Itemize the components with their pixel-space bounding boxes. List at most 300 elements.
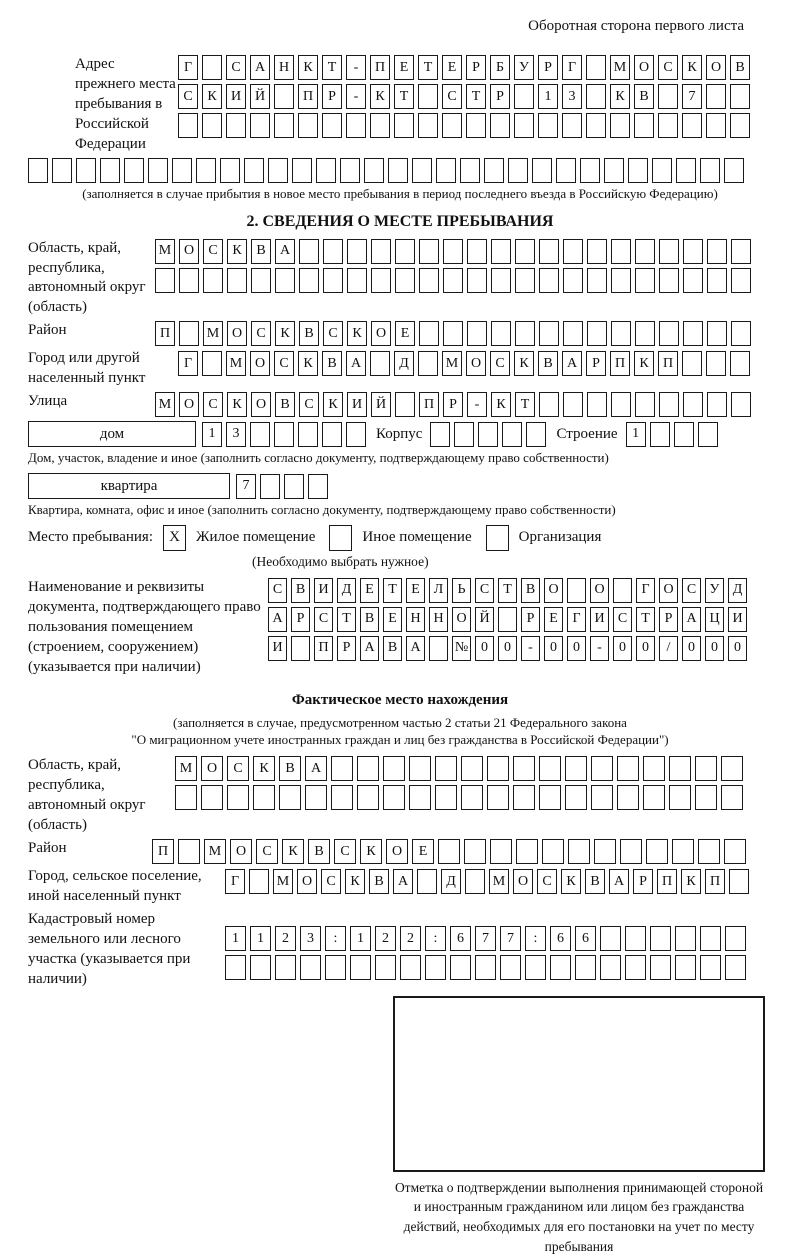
char-box[interactable] — [346, 113, 366, 138]
char-box[interactable] — [300, 955, 321, 980]
char-box[interactable]: 1 — [626, 422, 646, 447]
char-box[interactable]: - — [346, 84, 366, 109]
char-box[interactable]: 3 — [226, 422, 246, 447]
char-box[interactable] — [586, 113, 606, 138]
char-box[interactable]: М — [175, 756, 197, 781]
char-box[interactable]: О — [371, 321, 391, 346]
char-box[interactable] — [643, 785, 665, 810]
char-box[interactable] — [202, 351, 222, 376]
char-box[interactable]: - — [590, 636, 609, 661]
char-box[interactable] — [587, 392, 607, 417]
char-box[interactable] — [418, 351, 438, 376]
char-box[interactable] — [721, 756, 743, 781]
char-box[interactable] — [370, 351, 390, 376]
char-box[interactable] — [250, 422, 270, 447]
char-box[interactable] — [454, 422, 474, 447]
char-box[interactable]: М — [273, 869, 293, 894]
char-box[interactable]: № — [452, 636, 471, 661]
char-box[interactable] — [611, 268, 631, 293]
char-box[interactable] — [659, 239, 679, 264]
char-box[interactable]: Й — [475, 607, 494, 632]
char-box[interactable] — [591, 756, 613, 781]
char-box[interactable]: К — [253, 756, 275, 781]
char-box[interactable] — [586, 55, 606, 80]
char-box[interactable] — [418, 113, 438, 138]
char-box[interactable] — [409, 785, 431, 810]
char-box[interactable] — [260, 474, 280, 499]
char-box[interactable] — [467, 321, 487, 346]
char-box[interactable] — [646, 839, 668, 864]
char-box[interactable] — [202, 55, 222, 80]
char-box[interactable]: К — [491, 392, 511, 417]
char-box[interactable]: Е — [360, 578, 379, 603]
char-box[interactable]: Р — [490, 84, 510, 109]
char-box[interactable]: О — [590, 578, 609, 603]
char-box[interactable] — [539, 756, 561, 781]
char-box[interactable]: К — [298, 351, 318, 376]
char-box[interactable]: П — [705, 869, 725, 894]
char-box[interactable] — [350, 955, 371, 980]
char-box[interactable]: К — [514, 351, 534, 376]
char-box[interactable]: Р — [291, 607, 310, 632]
char-box[interactable]: И — [268, 636, 287, 661]
char-box[interactable] — [475, 955, 496, 980]
char-box[interactable]: С — [323, 321, 343, 346]
char-box[interactable] — [196, 158, 216, 183]
char-box[interactable] — [650, 422, 670, 447]
char-box[interactable]: К — [298, 55, 318, 80]
char-box[interactable] — [491, 321, 511, 346]
char-box[interactable]: Г — [225, 869, 245, 894]
char-box[interactable] — [438, 839, 460, 864]
char-box[interactable] — [706, 84, 726, 109]
char-box[interactable] — [591, 785, 613, 810]
char-box[interactable] — [634, 113, 654, 138]
char-box[interactable]: М — [204, 839, 226, 864]
char-box[interactable] — [100, 158, 120, 183]
char-box[interactable] — [250, 113, 270, 138]
char-box[interactable]: Р — [659, 607, 678, 632]
char-box[interactable] — [464, 839, 486, 864]
char-box[interactable] — [323, 268, 343, 293]
char-box[interactable] — [683, 239, 703, 264]
char-box[interactable] — [675, 926, 696, 951]
char-box[interactable] — [672, 839, 694, 864]
char-box[interactable] — [202, 113, 222, 138]
char-box[interactable] — [587, 268, 607, 293]
char-box[interactable] — [539, 785, 561, 810]
char-box[interactable]: С — [226, 55, 246, 80]
char-box[interactable]: П — [155, 321, 175, 346]
char-box[interactable]: Т — [515, 392, 535, 417]
char-box[interactable]: Т — [418, 55, 438, 80]
char-box[interactable]: Л — [429, 578, 448, 603]
char-box[interactable]: Р — [521, 607, 540, 632]
char-box[interactable] — [435, 756, 457, 781]
char-box[interactable] — [600, 955, 621, 980]
char-box[interactable]: О — [659, 578, 678, 603]
char-box[interactable] — [279, 785, 301, 810]
char-box[interactable] — [635, 268, 655, 293]
char-box[interactable]: 1 — [225, 926, 246, 951]
char-box[interactable]: Р — [322, 84, 342, 109]
char-box[interactable] — [525, 955, 546, 980]
char-box[interactable] — [658, 84, 678, 109]
char-box[interactable] — [250, 955, 271, 980]
char-box[interactable]: В — [279, 756, 301, 781]
char-box[interactable]: 1 — [202, 422, 222, 447]
char-box[interactable] — [244, 158, 264, 183]
char-box[interactable] — [700, 955, 721, 980]
char-box[interactable]: Г — [636, 578, 655, 603]
char-box[interactable]: В — [299, 321, 319, 346]
char-box[interactable] — [52, 158, 72, 183]
char-box[interactable]: А — [268, 607, 287, 632]
char-box[interactable]: Р — [633, 869, 653, 894]
char-box[interactable] — [179, 321, 199, 346]
char-box[interactable]: Р — [586, 351, 606, 376]
char-box[interactable]: М — [442, 351, 462, 376]
char-box[interactable] — [580, 158, 600, 183]
char-box[interactable]: 7 — [682, 84, 702, 109]
char-box[interactable]: О — [179, 392, 199, 417]
char-box[interactable]: / — [659, 636, 678, 661]
char-box[interactable] — [706, 351, 726, 376]
char-box[interactable]: Т — [383, 578, 402, 603]
char-box[interactable]: Д — [441, 869, 461, 894]
char-box[interactable] — [305, 785, 327, 810]
char-box[interactable] — [695, 785, 717, 810]
char-box[interactable] — [635, 239, 655, 264]
char-box[interactable]: В — [369, 869, 389, 894]
char-box[interactable]: 1 — [350, 926, 371, 951]
char-box[interactable]: Г — [567, 607, 586, 632]
char-box[interactable]: 0 — [613, 636, 632, 661]
char-box[interactable]: Г — [178, 351, 198, 376]
char-box[interactable] — [323, 239, 343, 264]
char-box[interactable]: Р — [538, 55, 558, 80]
char-box[interactable] — [487, 756, 509, 781]
char-box[interactable] — [274, 422, 294, 447]
apartment-type-box[interactable]: квартира — [28, 473, 230, 499]
char-box[interactable] — [707, 392, 727, 417]
char-box[interactable]: О — [466, 351, 486, 376]
char-box[interactable] — [375, 955, 396, 980]
char-box[interactable] — [669, 756, 691, 781]
char-box[interactable]: Т — [337, 607, 356, 632]
char-box[interactable]: В — [322, 351, 342, 376]
char-box[interactable]: А — [250, 55, 270, 80]
char-box[interactable] — [502, 422, 522, 447]
char-box[interactable] — [628, 158, 648, 183]
char-box[interactable] — [724, 158, 744, 183]
char-box[interactable] — [299, 268, 319, 293]
char-box[interactable]: К — [323, 392, 343, 417]
char-box[interactable]: 7 — [500, 926, 521, 951]
char-box[interactable]: М — [203, 321, 223, 346]
char-box[interactable]: В — [275, 392, 295, 417]
char-box[interactable] — [706, 113, 726, 138]
char-box[interactable] — [275, 268, 295, 293]
char-box[interactable]: С — [682, 578, 701, 603]
char-box[interactable]: С — [268, 578, 287, 603]
char-box[interactable] — [683, 268, 703, 293]
char-box[interactable]: О — [250, 351, 270, 376]
char-box[interactable]: В — [538, 351, 558, 376]
char-box[interactable] — [395, 268, 415, 293]
char-box[interactable] — [316, 158, 336, 183]
char-box[interactable]: 0 — [498, 636, 517, 661]
char-box[interactable] — [613, 578, 632, 603]
checkbox-organizaciya[interactable] — [486, 525, 509, 551]
char-box[interactable] — [225, 955, 246, 980]
char-box[interactable] — [178, 113, 198, 138]
char-box[interactable] — [721, 785, 743, 810]
char-box[interactable] — [275, 955, 296, 980]
char-box[interactable]: С — [256, 839, 278, 864]
char-box[interactable]: О — [386, 839, 408, 864]
char-box[interactable] — [724, 839, 746, 864]
char-box[interactable] — [563, 239, 583, 264]
char-box[interactable] — [698, 839, 720, 864]
char-box[interactable]: И — [226, 84, 246, 109]
char-box[interactable] — [498, 607, 517, 632]
char-box[interactable]: Т — [466, 84, 486, 109]
char-box[interactable]: П — [152, 839, 174, 864]
char-box[interactable] — [357, 756, 379, 781]
char-box[interactable] — [669, 785, 691, 810]
char-box[interactable] — [707, 239, 727, 264]
char-box[interactable] — [682, 351, 702, 376]
char-box[interactable] — [625, 926, 646, 951]
char-box[interactable] — [249, 869, 269, 894]
char-box[interactable] — [178, 839, 200, 864]
char-box[interactable] — [436, 158, 456, 183]
char-box[interactable]: 0 — [705, 636, 724, 661]
char-box[interactable]: Е — [394, 55, 414, 80]
char-box[interactable]: А — [393, 869, 413, 894]
char-box[interactable] — [730, 84, 750, 109]
char-box[interactable]: 0 — [728, 636, 747, 661]
char-box[interactable]: С — [321, 869, 341, 894]
char-box[interactable]: А — [275, 239, 295, 264]
char-box[interactable] — [539, 268, 559, 293]
char-box[interactable] — [419, 239, 439, 264]
char-box[interactable]: А — [609, 869, 629, 894]
char-box[interactable]: Д — [394, 351, 414, 376]
char-box[interactable] — [707, 268, 727, 293]
char-box[interactable] — [676, 158, 696, 183]
char-box[interactable]: И — [728, 607, 747, 632]
char-box[interactable]: Р — [337, 636, 356, 661]
char-box[interactable]: У — [514, 55, 534, 80]
char-box[interactable]: К — [681, 869, 701, 894]
char-box[interactable] — [435, 785, 457, 810]
char-box[interactable]: 2 — [400, 926, 421, 951]
char-box[interactable]: К — [634, 351, 654, 376]
char-box[interactable] — [443, 239, 463, 264]
char-box[interactable]: Г — [562, 55, 582, 80]
char-box[interactable] — [539, 239, 559, 264]
char-box[interactable]: М — [226, 351, 246, 376]
char-box[interactable] — [298, 422, 318, 447]
char-box[interactable] — [725, 955, 746, 980]
char-box[interactable] — [610, 113, 630, 138]
char-box[interactable]: Ь — [452, 578, 471, 603]
char-box[interactable]: К — [227, 392, 247, 417]
char-box[interactable]: С — [490, 351, 510, 376]
char-box[interactable] — [682, 113, 702, 138]
char-box[interactable]: П — [658, 351, 678, 376]
char-box[interactable]: К — [347, 321, 367, 346]
char-box[interactable] — [550, 955, 571, 980]
char-box[interactable] — [357, 785, 379, 810]
char-box[interactable] — [394, 113, 414, 138]
char-box[interactable] — [586, 84, 606, 109]
char-box[interactable] — [331, 785, 353, 810]
char-box[interactable]: С — [178, 84, 198, 109]
char-box[interactable] — [617, 785, 639, 810]
char-box[interactable]: 7 — [475, 926, 496, 951]
char-box[interactable] — [556, 158, 576, 183]
char-box[interactable] — [383, 756, 405, 781]
char-box[interactable] — [539, 321, 559, 346]
char-box[interactable]: О — [201, 756, 223, 781]
char-box[interactable]: П — [657, 869, 677, 894]
char-box[interactable] — [587, 239, 607, 264]
char-box[interactable] — [175, 785, 197, 810]
char-box[interactable]: : — [425, 926, 446, 951]
char-box[interactable]: Д — [337, 578, 356, 603]
char-box[interactable]: В — [521, 578, 540, 603]
char-box[interactable]: Н — [406, 607, 425, 632]
char-box[interactable]: 2 — [275, 926, 296, 951]
char-box[interactable] — [443, 268, 463, 293]
char-box[interactable] — [635, 321, 655, 346]
char-box[interactable] — [220, 158, 240, 183]
char-box[interactable] — [594, 839, 616, 864]
char-box[interactable]: 7 — [236, 474, 256, 499]
char-box[interactable] — [461, 756, 483, 781]
char-box[interactable] — [700, 158, 720, 183]
char-box[interactable]: Е — [406, 578, 425, 603]
char-box[interactable]: С — [203, 392, 223, 417]
char-box[interactable] — [325, 955, 346, 980]
char-box[interactable]: О — [544, 578, 563, 603]
char-box[interactable] — [515, 321, 535, 346]
char-box[interactable] — [683, 321, 703, 346]
char-box[interactable]: О — [634, 55, 654, 80]
char-box[interactable]: - — [521, 636, 540, 661]
char-box[interactable] — [429, 636, 448, 661]
char-box[interactable] — [253, 785, 275, 810]
char-box[interactable]: К — [202, 84, 222, 109]
char-box[interactable] — [331, 756, 353, 781]
char-box[interactable]: А — [562, 351, 582, 376]
char-box[interactable] — [674, 422, 694, 447]
char-box[interactable] — [604, 158, 624, 183]
char-box[interactable] — [155, 268, 175, 293]
char-box[interactable]: У — [705, 578, 724, 603]
char-box[interactable]: П — [314, 636, 333, 661]
char-box[interactable] — [563, 392, 583, 417]
char-box[interactable] — [179, 268, 199, 293]
char-box[interactable] — [412, 158, 432, 183]
char-box[interactable] — [400, 955, 421, 980]
char-box[interactable]: 6 — [450, 926, 471, 951]
char-box[interactable]: О — [251, 392, 271, 417]
char-box[interactable] — [698, 422, 718, 447]
char-box[interactable] — [383, 785, 405, 810]
char-box[interactable] — [148, 158, 168, 183]
char-box[interactable] — [388, 158, 408, 183]
char-box[interactable] — [347, 268, 367, 293]
char-box[interactable] — [28, 158, 48, 183]
char-box[interactable]: К — [370, 84, 390, 109]
char-box[interactable] — [707, 321, 727, 346]
char-box[interactable] — [730, 351, 750, 376]
char-box[interactable]: Т — [498, 578, 517, 603]
char-box[interactable]: С — [658, 55, 678, 80]
char-box[interactable]: А — [305, 756, 327, 781]
char-box[interactable] — [635, 392, 655, 417]
char-box[interactable] — [508, 158, 528, 183]
char-box[interactable] — [491, 239, 511, 264]
char-box[interactable] — [658, 113, 678, 138]
char-box[interactable] — [299, 239, 319, 264]
char-box[interactable] — [539, 392, 559, 417]
char-box[interactable] — [484, 158, 504, 183]
char-box[interactable]: А — [346, 351, 366, 376]
char-box[interactable]: 0 — [636, 636, 655, 661]
char-box[interactable]: Т — [322, 55, 342, 80]
char-box[interactable] — [600, 926, 621, 951]
char-box[interactable] — [466, 113, 486, 138]
char-box[interactable] — [227, 785, 249, 810]
char-box[interactable]: 0 — [682, 636, 701, 661]
char-box[interactable] — [395, 239, 415, 264]
char-box[interactable]: С — [227, 756, 249, 781]
char-box[interactable] — [563, 321, 583, 346]
house-type-box[interactable]: дом — [28, 421, 196, 447]
char-box[interactable]: 0 — [567, 636, 586, 661]
char-box[interactable] — [450, 955, 471, 980]
char-box[interactable] — [575, 955, 596, 980]
char-box[interactable]: Й — [371, 392, 391, 417]
char-box[interactable] — [371, 268, 391, 293]
char-box[interactable] — [340, 158, 360, 183]
char-box[interactable] — [227, 268, 247, 293]
char-box[interactable] — [409, 756, 431, 781]
char-box[interactable]: 2 — [375, 926, 396, 951]
char-box[interactable]: Е — [395, 321, 415, 346]
char-box[interactable] — [490, 839, 512, 864]
char-box[interactable] — [419, 321, 439, 346]
char-box[interactable]: В — [383, 636, 402, 661]
char-box[interactable]: Н — [274, 55, 294, 80]
char-box[interactable]: К — [682, 55, 702, 80]
char-box[interactable] — [515, 268, 535, 293]
char-box[interactable]: М — [155, 392, 175, 417]
char-box[interactable]: Н — [429, 607, 448, 632]
char-box[interactable] — [226, 113, 246, 138]
char-box[interactable]: К — [360, 839, 382, 864]
char-box[interactable] — [430, 422, 450, 447]
char-box[interactable] — [513, 756, 535, 781]
char-box[interactable] — [172, 158, 192, 183]
char-box[interactable]: К — [282, 839, 304, 864]
char-box[interactable] — [284, 474, 304, 499]
